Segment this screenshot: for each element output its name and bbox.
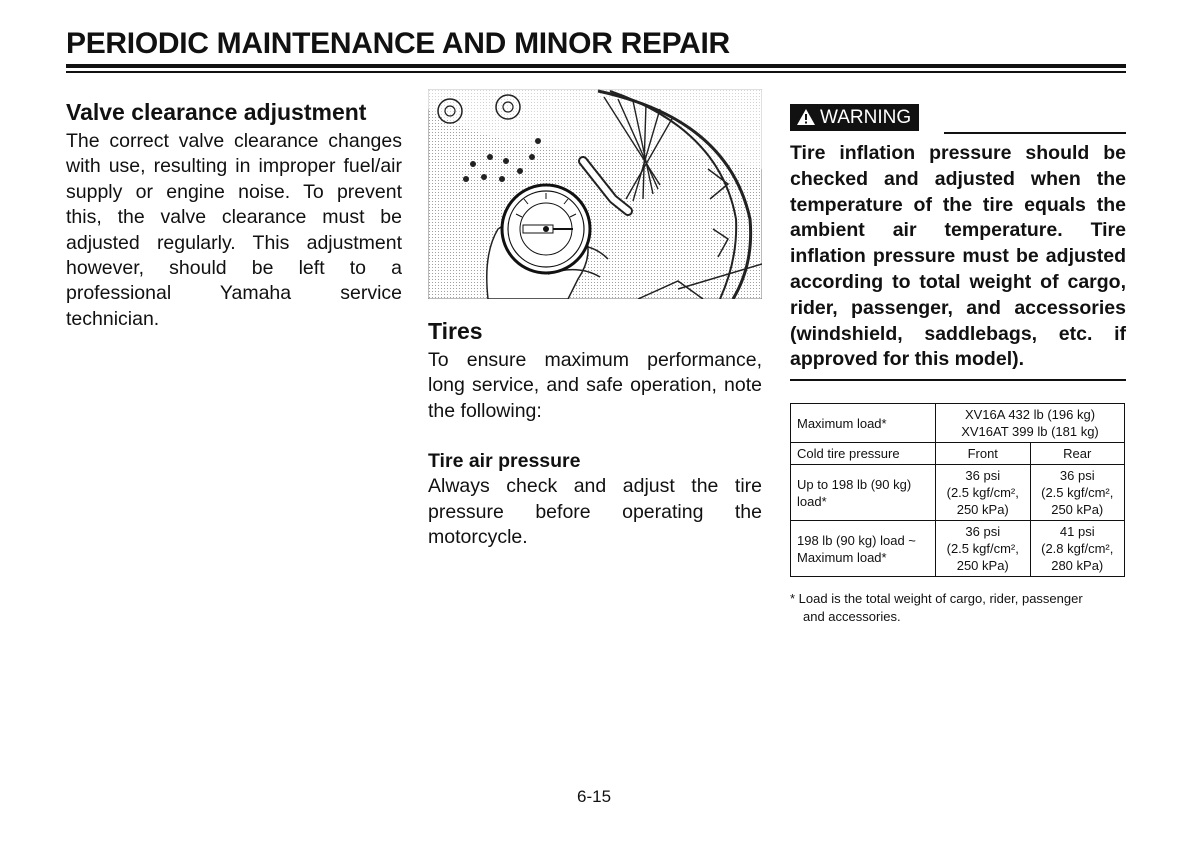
max-load-xv16at: XV16AT 399 lb (181 kg) bbox=[961, 424, 1099, 439]
valve-section bbox=[66, 97, 402, 332]
tires-heading: Tires bbox=[428, 318, 483, 344]
warning-header bbox=[790, 104, 1126, 134]
row1-rear-kpa: 250 kPa) bbox=[1051, 502, 1104, 517]
row2-front-kpa: 250 kPa) bbox=[956, 558, 1009, 573]
row2-front-psi: 36 psi bbox=[965, 524, 1001, 539]
row2-rear-kpa: 280 kPa) bbox=[1051, 558, 1104, 573]
table-row bbox=[791, 404, 1125, 443]
row2-rear-kgf: (2.8 kgf/cm², bbox=[1041, 541, 1114, 556]
row2-label-line2: Maximum load* bbox=[797, 549, 887, 565]
row1-front-kpa: 250 kPa) bbox=[956, 502, 1009, 517]
tire-air-pressure-heading: Tire air pressure bbox=[428, 450, 581, 473]
warning-rule bbox=[944, 132, 1126, 134]
table-footnote bbox=[790, 590, 1130, 626]
footnote-line1: * Load is the total weight of cargo, rider, passenger bbox=[790, 591, 1083, 606]
row1-rear bbox=[1030, 465, 1125, 521]
row1-rear-psi: 36 psi bbox=[1059, 468, 1095, 483]
warning-badge bbox=[790, 104, 919, 131]
table-row bbox=[791, 465, 1125, 521]
warning-label: WARNING bbox=[820, 107, 912, 128]
warning-text: Tire inflation pressure should be checked and adjusted when the temperature of the tire equals the ambient air temperature. Tire inflation pressure must be adjusted according to total weight of cargo, rider, passenger, and accessories (windshield, saddlebags, etc. if approved for this model). bbox=[790, 142, 1126, 371]
row2-front bbox=[936, 521, 1031, 577]
rear-header: Rear bbox=[1030, 443, 1125, 465]
row1-front-kgf: (2.5 kgf/cm², bbox=[946, 485, 1019, 500]
page-title: PERIODIC MAINTENANCE AND MINOR REPAIR bbox=[66, 27, 730, 60]
tires-section bbox=[428, 316, 762, 550]
warning-bottom-rule bbox=[790, 379, 1126, 381]
tire-pressure-table bbox=[790, 403, 1125, 577]
tire-air-pressure-body: Always check and adjust the tire pressure before operating the motorcycle. bbox=[428, 475, 762, 549]
header-rule-thin bbox=[66, 71, 1126, 73]
max-load-value bbox=[936, 404, 1125, 443]
max-load-label: Maximum load* bbox=[791, 404, 936, 443]
header-rule-thick bbox=[66, 64, 1126, 68]
warning-triangle-icon bbox=[796, 108, 816, 126]
warning-box bbox=[790, 104, 1126, 381]
tires-intro: To ensure maximum performance, long service, and safe operation, note the following: bbox=[428, 349, 762, 422]
table-row bbox=[791, 521, 1125, 577]
row2-front-kgf: (2.5 kgf/cm², bbox=[946, 541, 1019, 556]
row2-rear bbox=[1030, 521, 1125, 577]
valve-heading: Valve clearance adjustment bbox=[66, 99, 367, 125]
row1-label bbox=[791, 465, 936, 521]
cold-tire-pressure-label: Cold tire pressure bbox=[791, 443, 936, 465]
row1-front-psi: 36 psi bbox=[965, 468, 1001, 483]
footnote-line2: and accessories. bbox=[803, 609, 901, 624]
row1-rear-kgf: (2.5 kgf/cm², bbox=[1041, 485, 1114, 500]
row1-label-line1: Up to 198 lb (90 kg) bbox=[797, 476, 912, 492]
page-number: 6-15 bbox=[577, 787, 612, 806]
table-row bbox=[791, 443, 1125, 465]
row1-label-line2: load* bbox=[797, 493, 827, 509]
row1-front bbox=[936, 465, 1031, 521]
max-load-xv16a: XV16A 432 lb (196 kg) bbox=[964, 407, 1096, 422]
row2-rear-psi: 41 psi bbox=[1059, 524, 1095, 539]
row2-label-line1: 198 lb (90 kg) load ~ bbox=[797, 532, 916, 548]
valve-body: The correct valve clearance changes with use, resulting in improper fuel/air supply or engine noise. To prevent this, the valve clearance must be adjusted regularly. This adjustment however, should be left to a professional Yamaha service technician. bbox=[66, 130, 402, 330]
row2-label bbox=[791, 521, 936, 577]
tire-pressure-gauge-icon bbox=[428, 89, 762, 299]
front-header: Front bbox=[936, 443, 1031, 465]
